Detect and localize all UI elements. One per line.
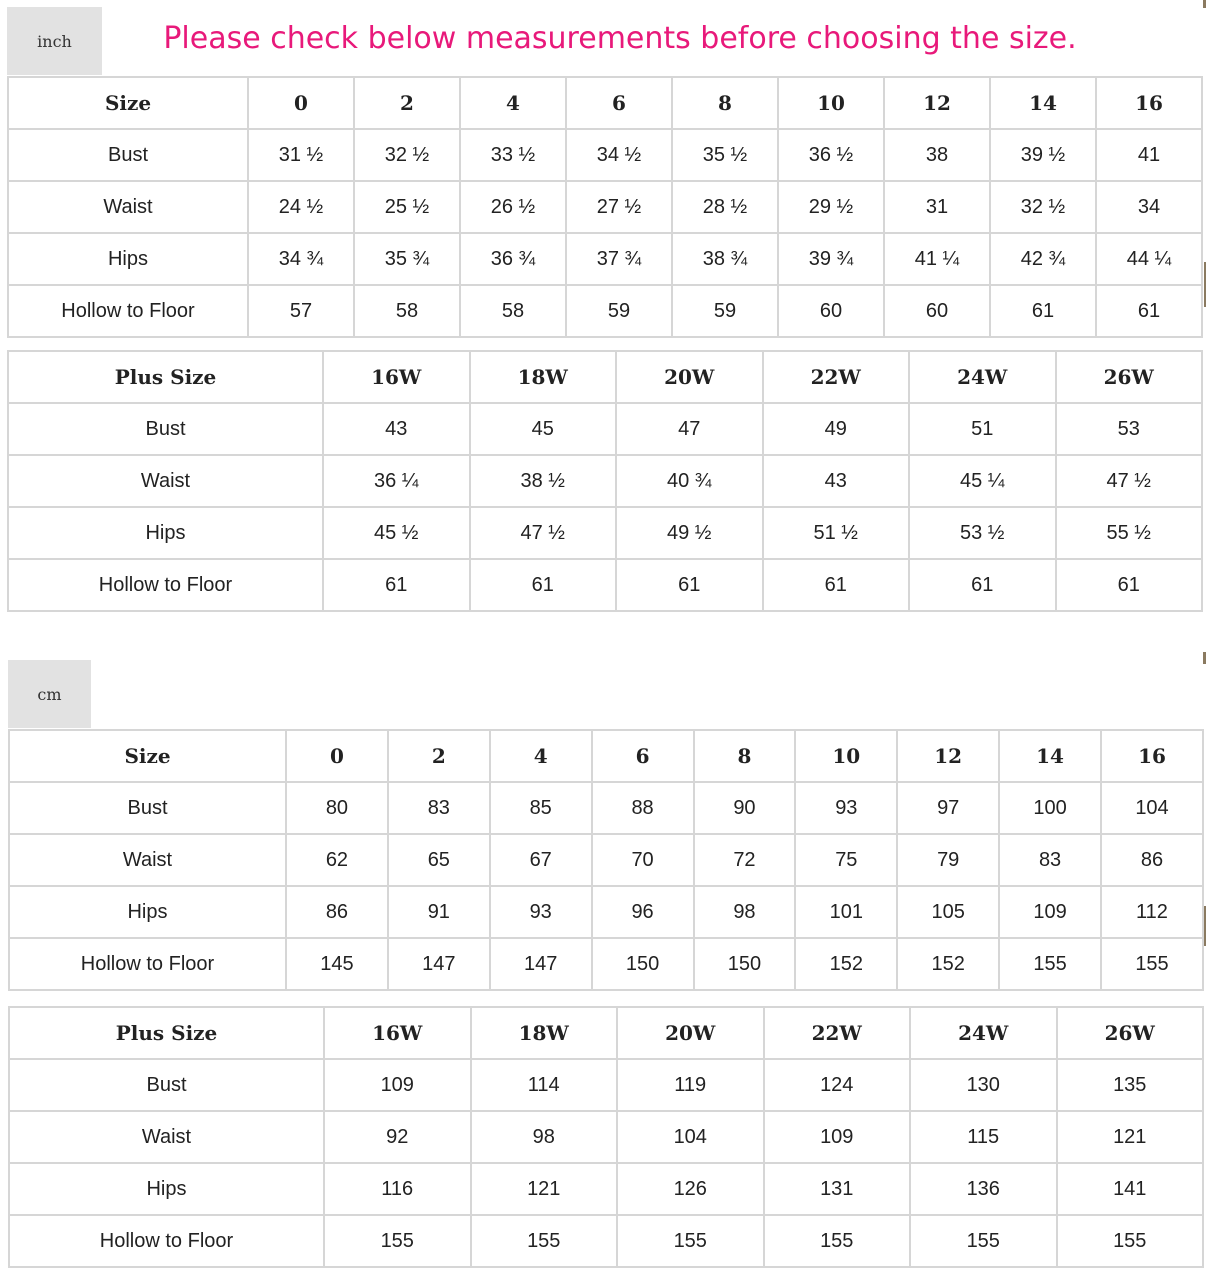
measurement-label: Hollow to Floor: [9, 938, 286, 990]
measurement-value: 85: [490, 782, 592, 834]
size-column-header: 2: [388, 730, 490, 782]
measurement-value: 41: [1096, 129, 1202, 181]
measurement-label: Waist: [9, 1111, 324, 1163]
measurement-value: 61: [323, 559, 470, 611]
table-row: [9, 1215, 1203, 1267]
measurement-label: Hips: [8, 507, 323, 559]
measurement-value: 93: [795, 782, 897, 834]
measurement-value: 80: [286, 782, 388, 834]
measurement-value: 155: [324, 1215, 471, 1267]
measurement-value: 45: [470, 403, 617, 455]
measurement-label: Hips: [9, 886, 286, 938]
measurement-value: 57: [248, 285, 354, 337]
measurement-value: 155: [471, 1215, 618, 1267]
table-row: [9, 834, 1203, 886]
measurement-value: 61: [1056, 559, 1203, 611]
table-row: [8, 129, 1202, 181]
size-column-header: 20W: [617, 1007, 764, 1059]
size-column-header: 20W: [616, 351, 763, 403]
measurement-value: 98: [471, 1111, 618, 1163]
inch-plus-size-table: [7, 350, 1203, 612]
measurement-value: 36 ½: [778, 129, 884, 181]
table-row: [8, 507, 1202, 559]
size-column-header: 26W: [1057, 1007, 1204, 1059]
measurement-value: 42 ¾: [990, 233, 1096, 285]
measurement-value: 51: [909, 403, 1056, 455]
measurement-value: 155: [1101, 938, 1203, 990]
measurement-value: 88: [592, 782, 694, 834]
size-column-header: 16: [1101, 730, 1203, 782]
size-column-header: 16: [1096, 77, 1202, 129]
measurement-label: Hips: [9, 1163, 324, 1215]
unit-tab-inch: inch: [7, 7, 102, 75]
measurement-value: 104: [1101, 782, 1203, 834]
size-column-header: 26W: [1056, 351, 1203, 403]
measurement-value: 124: [764, 1059, 911, 1111]
measurement-value: 100: [999, 782, 1101, 834]
measurement-value: 121: [471, 1163, 618, 1215]
measurement-value: 97: [897, 782, 999, 834]
measurement-value: 34: [1096, 181, 1202, 233]
measurement-value: 155: [999, 938, 1101, 990]
table-row: [9, 886, 1203, 938]
measurement-value: 101: [795, 886, 897, 938]
size-column-header: 14: [990, 77, 1096, 129]
measurement-value: 49 ½: [616, 507, 763, 559]
size-column-header: 24W: [909, 351, 1056, 403]
measurement-label: Waist: [9, 834, 286, 886]
measurement-value: 61: [763, 559, 910, 611]
measurement-value: 25 ½: [354, 181, 460, 233]
measurement-value: 114: [471, 1059, 618, 1111]
measurement-value: 96: [592, 886, 694, 938]
measurement-value: 36 ¼: [323, 455, 470, 507]
size-column-header: 10: [795, 730, 897, 782]
table-row: [9, 1059, 1203, 1111]
measurement-label: Waist: [8, 455, 323, 507]
size-column-header: 6: [592, 730, 694, 782]
table-row: [8, 403, 1202, 455]
measurement-value: 61: [1096, 285, 1202, 337]
measurement-value: 47 ½: [470, 507, 617, 559]
measurement-value: 34 ½: [566, 129, 672, 181]
size-column-header: 14: [999, 730, 1101, 782]
measurement-value: 35 ½: [672, 129, 778, 181]
measurement-value: 79: [897, 834, 999, 886]
measurement-value: 53 ½: [909, 507, 1056, 559]
size-column-header: 4: [490, 730, 592, 782]
measurement-value: 40 ¾: [616, 455, 763, 507]
table-row: [9, 1111, 1203, 1163]
size-column-header: 16W: [324, 1007, 471, 1059]
measurement-value: 90: [694, 782, 796, 834]
measurement-value: 155: [764, 1215, 911, 1267]
measurement-value: 152: [795, 938, 897, 990]
measurement-value: 98: [694, 886, 796, 938]
table-row: [9, 782, 1203, 834]
size-column-header: 4: [460, 77, 566, 129]
measurement-value: 109: [999, 886, 1101, 938]
measurement-label: Bust: [8, 403, 323, 455]
size-column-header: 10: [778, 77, 884, 129]
measurement-value: 150: [592, 938, 694, 990]
measurement-value: 93: [490, 886, 592, 938]
measurement-value: 35 ¾: [354, 233, 460, 285]
measurement-value: 39 ¾: [778, 233, 884, 285]
measurement-value: 86: [286, 886, 388, 938]
size-column-header: 8: [694, 730, 796, 782]
measurement-value: 150: [694, 938, 796, 990]
size-column-header: 18W: [471, 1007, 618, 1059]
measurement-value: 83: [388, 782, 490, 834]
measurement-value: 86: [1101, 834, 1203, 886]
measurement-value: 44 ¼: [1096, 233, 1202, 285]
size-column-header: 22W: [764, 1007, 911, 1059]
size-header-label: Plus Size: [8, 351, 323, 403]
measurement-value: 58: [460, 285, 566, 337]
measurement-value: 145: [286, 938, 388, 990]
measurement-label: Hollow to Floor: [9, 1215, 324, 1267]
measurement-value: 37 ¾: [566, 233, 672, 285]
measurement-value: 59: [672, 285, 778, 337]
size-column-header: 8: [672, 77, 778, 129]
measurement-value: 67: [490, 834, 592, 886]
measurement-value: 32 ½: [990, 181, 1096, 233]
measurement-value: 155: [617, 1215, 764, 1267]
measurement-value: 55 ½: [1056, 507, 1203, 559]
measurement-value: 38: [884, 129, 990, 181]
measurement-value: 43: [763, 455, 910, 507]
measurement-value: 155: [1057, 1215, 1204, 1267]
measurement-value: 91: [388, 886, 490, 938]
measurement-value: 60: [778, 285, 884, 337]
measurement-value: 61: [470, 559, 617, 611]
inch-standard-size-table: [7, 76, 1203, 338]
measurement-value: 104: [617, 1111, 764, 1163]
measurement-value: 28 ½: [672, 181, 778, 233]
size-column-header: 0: [286, 730, 388, 782]
measurement-value: 131: [764, 1163, 911, 1215]
size-column-header: 6: [566, 77, 672, 129]
measurement-value: 141: [1057, 1163, 1204, 1215]
measurement-value: 119: [617, 1059, 764, 1111]
measurement-value: 32 ½: [354, 129, 460, 181]
measurement-value: 83: [999, 834, 1101, 886]
measurement-value: 33 ½: [460, 129, 566, 181]
measurement-value: 62: [286, 834, 388, 886]
measurement-value: 43: [323, 403, 470, 455]
table-row: [8, 559, 1202, 611]
measurement-value: 61: [990, 285, 1096, 337]
measurement-value: 59: [566, 285, 672, 337]
size-header-label: Plus Size: [9, 1007, 324, 1059]
measurement-label: Hollow to Floor: [8, 285, 248, 337]
measurement-value: 136: [910, 1163, 1057, 1215]
measurement-value: 34 ¾: [248, 233, 354, 285]
measurement-value: 72: [694, 834, 796, 886]
measurement-value: 41 ¼: [884, 233, 990, 285]
cm-plus-size-table: [8, 1006, 1204, 1268]
size-column-header: 24W: [910, 1007, 1057, 1059]
measurement-value: 38 ½: [470, 455, 617, 507]
measurement-value: 47: [616, 403, 763, 455]
measurement-value: 147: [388, 938, 490, 990]
measurement-value: 27 ½: [566, 181, 672, 233]
measurement-value: 116: [324, 1163, 471, 1215]
table-row: [8, 455, 1202, 507]
header-row: [9, 1007, 1203, 1059]
measurement-value: 65: [388, 834, 490, 886]
measurement-value: 121: [1057, 1111, 1204, 1163]
measurement-value: 92: [324, 1111, 471, 1163]
size-column-header: 18W: [470, 351, 617, 403]
table-row: [9, 1163, 1203, 1215]
size-column-header: 22W: [763, 351, 910, 403]
header-row: [8, 351, 1202, 403]
measurement-value: 61: [616, 559, 763, 611]
measurement-value: 45 ½: [323, 507, 470, 559]
measurement-value: 24 ½: [248, 181, 354, 233]
table-row: [8, 233, 1202, 285]
page-heading: Please check below measurements before choosing the size.: [163, 20, 1077, 56]
measurement-value: 49: [763, 403, 910, 455]
size-column-header: 12: [884, 77, 990, 129]
measurement-value: 38 ¾: [672, 233, 778, 285]
measurement-value: 47 ½: [1056, 455, 1203, 507]
measurement-value: 130: [910, 1059, 1057, 1111]
size-column-header: 12: [897, 730, 999, 782]
measurement-value: 31 ½: [248, 129, 354, 181]
measurement-label: Bust: [8, 129, 248, 181]
measurement-value: 109: [764, 1111, 911, 1163]
size-column-header: 0: [248, 77, 354, 129]
measurement-value: 70: [592, 834, 694, 886]
measurement-value: 58: [354, 285, 460, 337]
measurement-value: 51 ½: [763, 507, 910, 559]
measurement-value: 115: [910, 1111, 1057, 1163]
size-header-label: Size: [9, 730, 286, 782]
measurement-value: 39 ½: [990, 129, 1096, 181]
measurement-value: 31: [884, 181, 990, 233]
size-header-label: Size: [8, 77, 248, 129]
measurement-label: Hollow to Floor: [8, 559, 323, 611]
measurement-value: 45 ¼: [909, 455, 1056, 507]
measurement-value: 36 ¾: [460, 233, 566, 285]
measurement-value: 155: [910, 1215, 1057, 1267]
measurement-label: Bust: [9, 782, 286, 834]
measurement-label: Hips: [8, 233, 248, 285]
measurement-value: 61: [909, 559, 1056, 611]
measurement-value: 29 ½: [778, 181, 884, 233]
measurement-label: Bust: [9, 1059, 324, 1111]
measurement-value: 112: [1101, 886, 1203, 938]
measurement-value: 152: [897, 938, 999, 990]
measurement-value: 126: [617, 1163, 764, 1215]
measurement-label: Waist: [8, 181, 248, 233]
measurement-value: 105: [897, 886, 999, 938]
measurement-value: 26 ½: [460, 181, 566, 233]
table-row: [9, 938, 1203, 990]
unit-tab-cm: cm: [8, 660, 91, 728]
table-row: [8, 285, 1202, 337]
size-column-header: 2: [354, 77, 460, 129]
table-row: [8, 181, 1202, 233]
size-column-header: 16W: [323, 351, 470, 403]
measurement-value: 147: [490, 938, 592, 990]
measurement-value: 135: [1057, 1059, 1204, 1111]
header-row: [8, 77, 1202, 129]
header-row: [9, 730, 1203, 782]
cm-standard-size-table: [8, 729, 1204, 991]
measurement-value: 60: [884, 285, 990, 337]
measurement-value: 75: [795, 834, 897, 886]
measurement-value: 53: [1056, 403, 1203, 455]
measurement-value: 109: [324, 1059, 471, 1111]
